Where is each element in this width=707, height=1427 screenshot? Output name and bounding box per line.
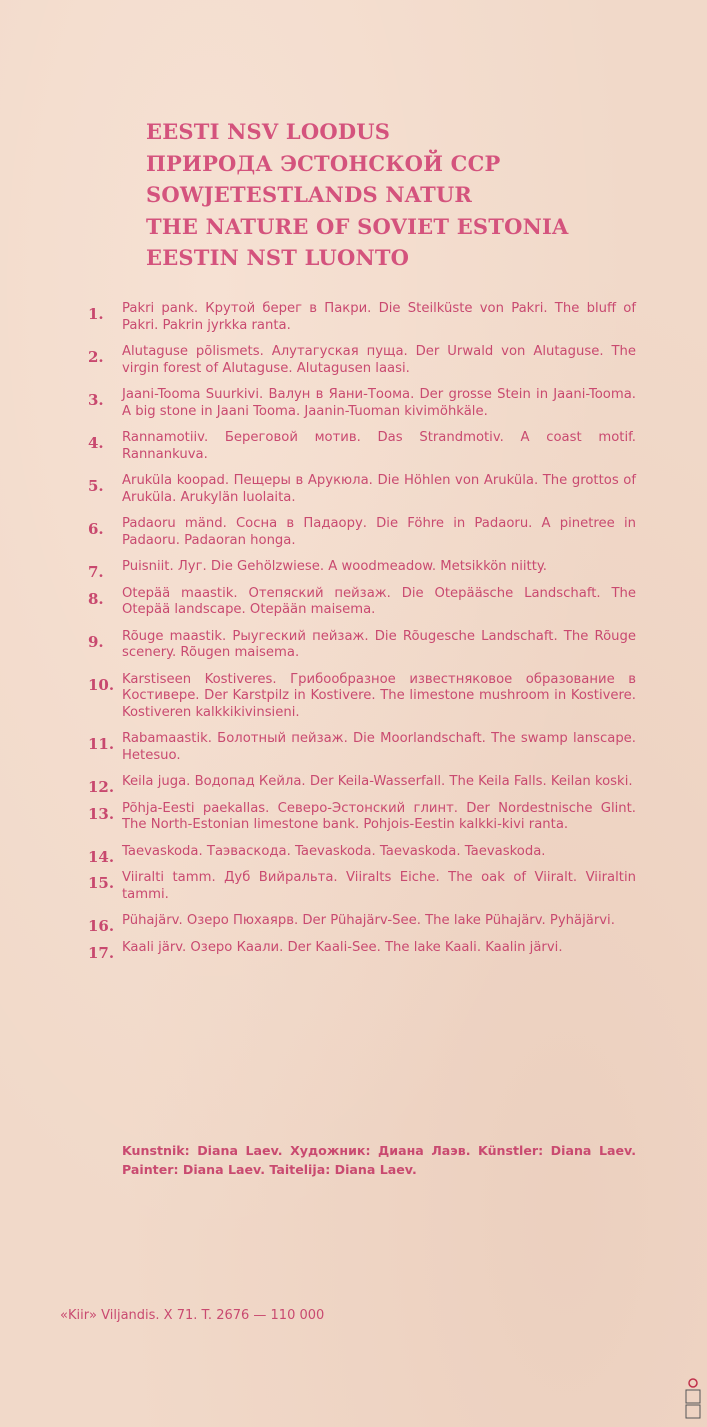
item-number: 3. — [88, 391, 104, 409]
list-item — [88, 586, 636, 619]
item-caption: Kaali järv. Озеро Каали. Der Kaali-See. The lake Kaali. Kaalin järvi. — [122, 939, 563, 955]
list-item — [88, 843, 636, 866]
list-item — [88, 913, 636, 935]
item-number: 16. — [88, 917, 115, 935]
list-item — [88, 731, 636, 764]
item-caption: Rabamaastik. Болотный пейзаж. Die Moorlandschaft. The swamp lanscape. Hetesuo. — [122, 731, 636, 763]
item-caption: Viiralti tamm. Дуб Вийральта. Viiralts Eiche. The oak of Viiralt. Viiraltin tammi. — [122, 870, 636, 902]
item-number: 9. — [88, 632, 104, 651]
printer-imprint: «Kiir» Viljandis. X 71. T. 2676 — 110 000 — [60, 1308, 325, 1323]
item-number: 11. — [88, 735, 115, 753]
list-item — [88, 473, 636, 506]
list-item — [88, 672, 636, 722]
list-item — [88, 939, 636, 962]
item-caption: Padaoru mänd. Сосна в Пaдаору. Die Föhre in Padaoru. A pinetree in Padaoru. Padaoran honga. — [122, 516, 636, 548]
item-number: 5. — [88, 477, 104, 495]
postcard-list — [88, 301, 636, 966]
item-number: 13. — [88, 804, 115, 823]
title-english: THE NATURE OF SOVIET ESTONIA — [146, 213, 569, 239]
item-number: 4. — [88, 434, 104, 452]
list-item — [88, 629, 636, 662]
artist-credits: Kunstnik: Diana Laev. Художник: Диана Лаэв. Künstler: Diana Laev. Painter: Diana Laev. Taitelija: Diana Laev. — [122, 1143, 636, 1177]
item-number: 14. — [88, 847, 115, 866]
scanner-watermark-logo — [683, 1377, 703, 1421]
item-number: 7. — [88, 563, 104, 581]
item-caption: Rannamotiiv. Береговой мотив. Das Strandmotiv. A coast motif. Rannankuva. — [122, 430, 636, 462]
item-number: 17. — [88, 943, 115, 962]
list-item — [88, 774, 636, 796]
item-caption: Põhja-Eesti paekallas. Северо-Эстонский глинт. Der Nordestnische Glint. The North-Estonian limestone bank. Pohjois-Eestin kalkki-kivi ranta. — [122, 800, 636, 832]
list-item — [88, 430, 636, 463]
list-item — [88, 344, 636, 377]
item-caption: Keila juga. Водопад Кейла. Der Keila-Wasserfall. The Keila Falls. Keilan koski. — [122, 774, 633, 789]
item-number: 12. — [88, 778, 115, 796]
title-block — [146, 116, 666, 274]
item-caption: Pakri pank. Крутой берег в Пакри. Die Steilküste von Pakri. The bluff of Pakri. Pakrin jyrkka ranta. — [122, 301, 636, 333]
item-caption: Rõuge maastik. Рыугеский пейзаж. Die Rõugesche Landschaft. The Rõuge scenery. Rõugen maisema. — [122, 628, 636, 660]
title-german: SOWJETESTLANDS NATUR — [146, 182, 473, 207]
item-number: 6. — [88, 520, 104, 538]
list-item — [88, 301, 636, 334]
item-number: 10. — [88, 675, 115, 694]
item-caption: Otepää maastik. Отепяский пейзаж. Die Otepääsche Landschaft. The Otepää landscape. Otepään maisema. — [122, 585, 636, 617]
list-item — [88, 559, 636, 581]
item-caption: Puisniit. Луг. Die Gehölzwiese. A woodmeadow. Metsikkön niitty. — [122, 559, 547, 574]
item-number: 1. — [88, 305, 104, 323]
item-caption: Alutaguse põlismets. Алутагуская пуща. Der Urwald von Alutaguse. The virgin forest of Alutaguse. Alutagusen laasi. — [122, 344, 636, 376]
item-caption: Taevaskoda. Таэваскода. Taevaskoda. Taevaskoda. Taevaskoda. — [122, 843, 546, 859]
title-russian: ПРИРОДА ЭСТОНСКОЙ ССР — [146, 150, 501, 176]
item-caption: Pühajärv. Озеро Пюхаярв. Der Pühajärv-See. The lake Pühajärv. Pyhäjärvi. — [122, 913, 615, 928]
item-number: 15. — [88, 874, 115, 892]
item-number: 2. — [88, 348, 104, 366]
item-caption: Aruküla koopad. Пещеры в Арукюла. Die Höhlen von Aruküla. The grottos of Aruküla. Arukylän luolaita. — [122, 473, 636, 505]
list-item — [88, 870, 636, 903]
title-finnish: EESTIN NST LUONTO — [146, 245, 410, 270]
item-caption: Karstiseen Kostiveres. Грибообразное известняковое образование в Костивере. Der Karstpilz in Kostivere. The limestone mushroom in Kostivere. Kostiveren kalkkikivinsieni. — [122, 671, 636, 720]
list-item — [88, 516, 636, 549]
list-item — [88, 801, 636, 834]
item-number: 8. — [88, 589, 104, 608]
item-caption: Jaani-Tooma Suurkivi. Валун в Яани-Тоома. Der grosse Stein in Jaani-Tooma. A big stone in Jaani Tooma. Jaanin-Tuoman kivimöhkäle. — [122, 387, 636, 419]
list-item — [88, 387, 636, 420]
title-estonian: EESTI NSV LOODUS — [146, 119, 391, 144]
